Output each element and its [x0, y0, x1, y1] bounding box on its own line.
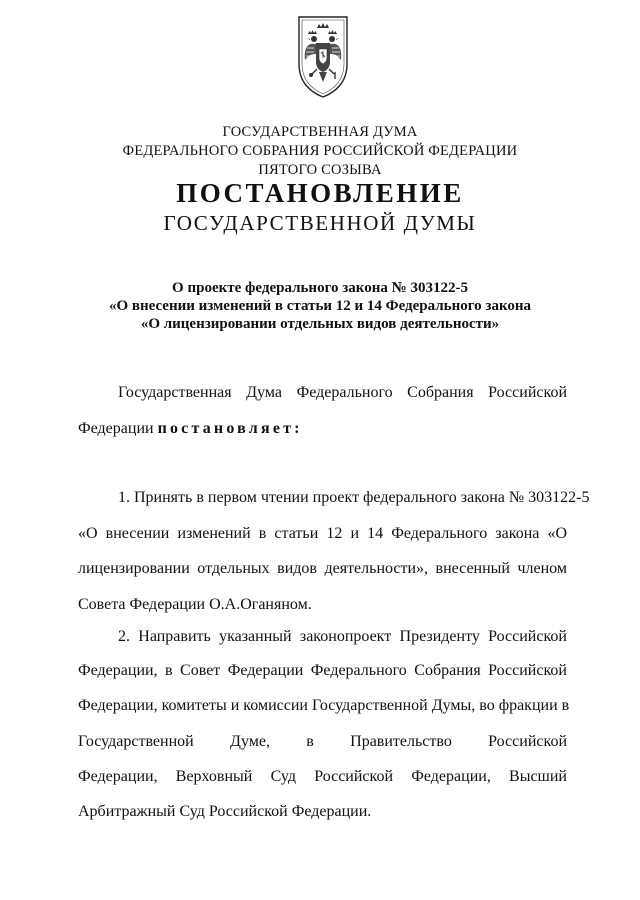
preamble-resolution-line [78, 420, 567, 438]
subject-line: «О внесении изменений в статьи 12 и 14 Федерального закона [108, 298, 532, 314]
document-type-title: ПОСТАНОВЛЕНИЕ [176, 178, 464, 208]
clause-1-line: Совета Федерации О.А.Оганяном. [78, 596, 312, 613]
subject-line: «О лицензировании отдельных видов деятельности» [140, 316, 500, 332]
clause-2-line: 2. Направить указанный законопроект Президенту Российской [118, 628, 567, 645]
clause-2-line: Федерации, комитеты и комиссии Государственной Думы, во фракции в [78, 697, 570, 714]
clause-1-line: лицензировании отдельных видов деятельности», внесенный членом [78, 560, 567, 577]
clause-2-line: Федерации, в Совет Федерации Федерального Собрания Российской [78, 662, 567, 679]
clause-2-line: Федерации, Верховный Суд Российской Федерации, Высший [78, 768, 567, 785]
preamble-line: Государственная Дума Федерального Собрания Российской [118, 384, 567, 401]
preamble-subject: Федерации [78, 420, 154, 437]
clause-2-line: Арбитражный Суд Российской Федерации. [78, 803, 372, 820]
clause-1-line: «О внесении изменений в статьи 12 и 14 Федерального закона «О [78, 525, 567, 542]
issuer-line: ГОСУДАРСТВЕННАЯ ДУМА [222, 124, 418, 140]
issuer-line: ПЯТОГО СОЗЫВА [258, 162, 382, 178]
subject-line: О проекте федерального закона № 303122-5 [172, 280, 468, 296]
coat-of-arms-emblem [296, 14, 350, 100]
clause-1-line: 1. Принять в первом чтении проект федерального закона № 303122-5 [118, 489, 590, 506]
document-type-subtitle: ГОСУДАРСТВЕННОЙ ДУМЫ [163, 211, 477, 235]
document-subject [0, 279, 640, 333]
clause-2-line: Государственной Думе, в Правительство Российской [78, 733, 567, 750]
issuer-block [0, 123, 640, 180]
resolves-keyword: постановляет: [157, 420, 303, 437]
issuer-line: ФЕДЕРАЛЬНОГО СОБРАНИЯ РОССИЙСКОЙ ФЕДЕРАЦИИ [122, 143, 518, 159]
